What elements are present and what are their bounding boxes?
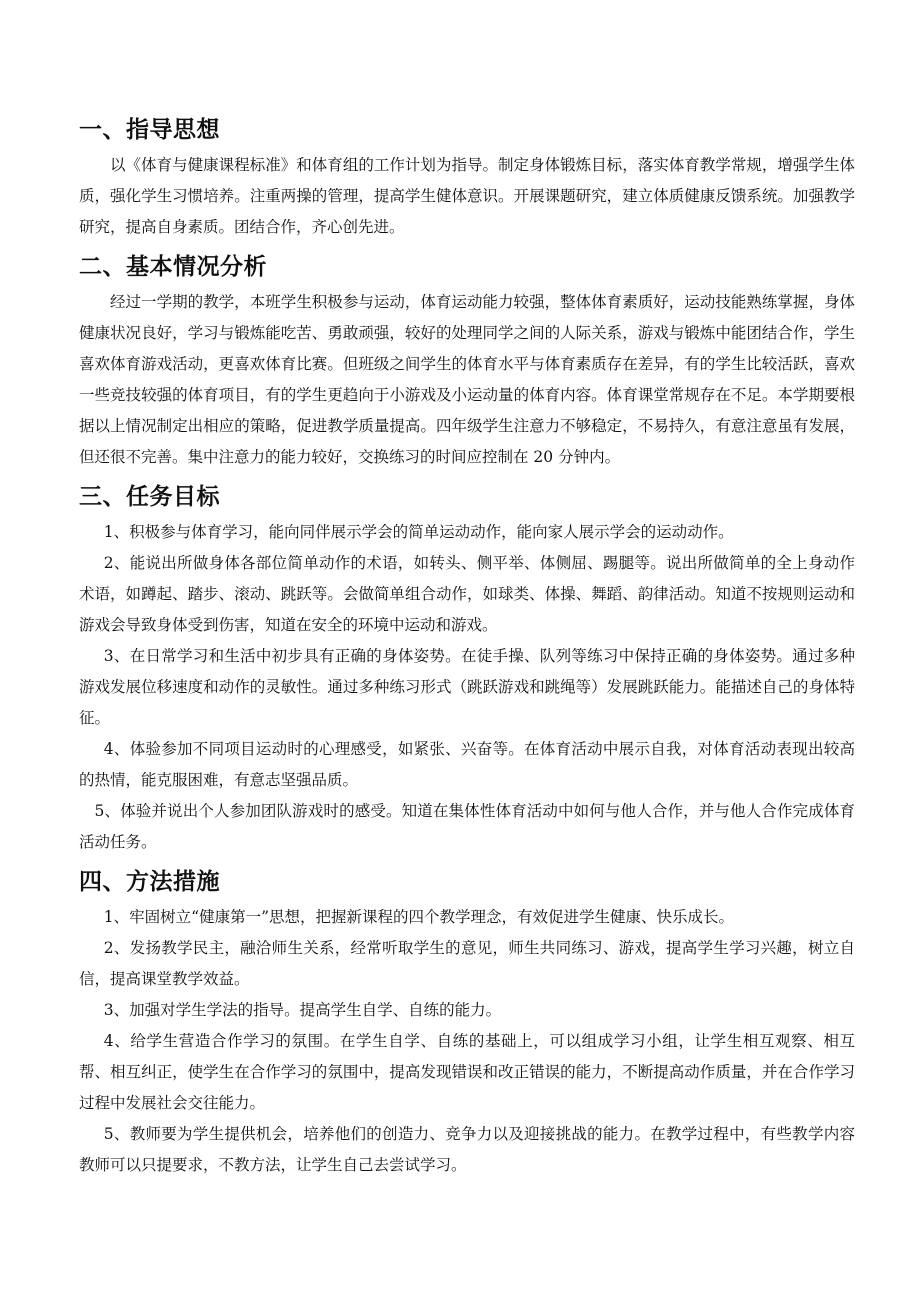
section-guiding-thought	[79, 110, 855, 243]
list-item: 2、能说出所做身体各部位简单动作的术语，如转头、侧平举、体侧屈、踢腿等。说出所做简单的全上身动作术语，如蹲起、踏步、滚动、跳跃等。会做简单组合动作，如球类、体操、舞蹈、韵律活动。知道不按规则运动和游戏会导致身体受到伤害，知道在安全的环境中运动和游戏。	[79, 554, 855, 634]
list-item: 1、积极参与体育学习，能向同伴展示学会的简单运动动作，能向家人展示学会的运动动作。	[103, 523, 734, 541]
list-item: 4、给学生营造合作学习的氛围。在学生自学、自练的基础上，可以组成学习小组，让学生相互观察、相互帮、相互纠正，使学生在合作学习的氛围中，提高发现错误和改正错误的能力，不断提高动作质量，并在合作学习过程中发展社会交往能力。	[79, 1032, 855, 1112]
paragraph: 以《体育与健康课程标准》和体育组的工作计划为指导。制定身体锻炼目标，落实体育教学常规，增强学生体质，强化学生习惯培养。注重两操的管理，提高学生健体意识。开展课题研究，建立体质健康反馈系统。加强教学研究，提高自身素质。团结合作，齐心创先进。	[79, 156, 855, 236]
section-task-goals	[79, 477, 855, 858]
section-heading: 四、方法措施	[79, 869, 220, 895]
list-item: 2、发扬教学民主，融洽师生关系，经常听取学生的意见，师生共同练习、游戏，提高学生学习兴趣，树立自信，提高课堂教学效益。	[79, 939, 855, 988]
list-item: 5、体验并说出个人参加团队游戏时的感受。知道在集体性体育活动中如何与他人合作，并与他人合作完成体育活动任务。	[79, 802, 855, 851]
section-heading: 三、任务目标	[79, 484, 220, 510]
list-item: 3、在日常学习和生活中初步具有正确的身体姿势。在徒手操、队列等练习中保持正确的身体姿势。通过多种游戏发展位移速度和动作的灵敏性。通过多种练习形式（跳跃游戏和跳绳等）发展跳跃能力。能描述自己的身体特征。	[79, 647, 855, 727]
section-situation-analysis	[79, 247, 855, 473]
section-heading: 一、指导思想	[79, 117, 220, 143]
paragraph: 经过一学期的教学，本班学生积极参与运动，体育运动能力较强，整体体育素质好，运动技能熟练掌握，身体健康状况良好，学习与锻炼能吃苦、勇敢顽强，较好的处理同学之间的人际关系，游戏与锻炼中能团结合作，学生喜欢体育游戏活动，更喜欢体育比赛。但班级之间学生的体育水平与体育素质存在差异，有的学生比较活跃，喜欢一些竞技较强的体育项目，有的学生更趋向于小游戏及小运动量的体育内容。体育课堂常规存在不足。本学期要根据以上情况制定出相应的策略，促进教学质量提高。四年级学生注意力不够稳定，不易持久，有意注意虽有发展，但还很不完善。集中注意力的能力较好，交换练习的时间应控制在 20 分钟内。	[79, 293, 855, 466]
list-item: 3、加强对学生学法的指导。提高学生自学、自练的能力。	[103, 1001, 502, 1019]
list-item: 1、牢固树立“健康第一”思想，把握新课程的四个教学理念，有效促进学生健康、快乐成长。	[103, 908, 735, 926]
document-page	[79, 110, 855, 1185]
section-heading: 二、基本情况分析	[79, 254, 267, 280]
section-methods	[79, 862, 855, 1181]
list-item: 5、教师要为学生提供机会，培养他们的创造力、竞争力以及迎接挑战的能力。在教学过程中，有些教学内容教师可以只提要求，不教方法，让学生自己去尝试学习。	[79, 1125, 855, 1174]
list-item: 4、体验参加不同项目运动时的心理感受，如紧张、兴奋等。在体育活动中展示自我，对体育活动表现出较高的热情，能克服困难，有意志坚强品质。	[79, 740, 855, 789]
